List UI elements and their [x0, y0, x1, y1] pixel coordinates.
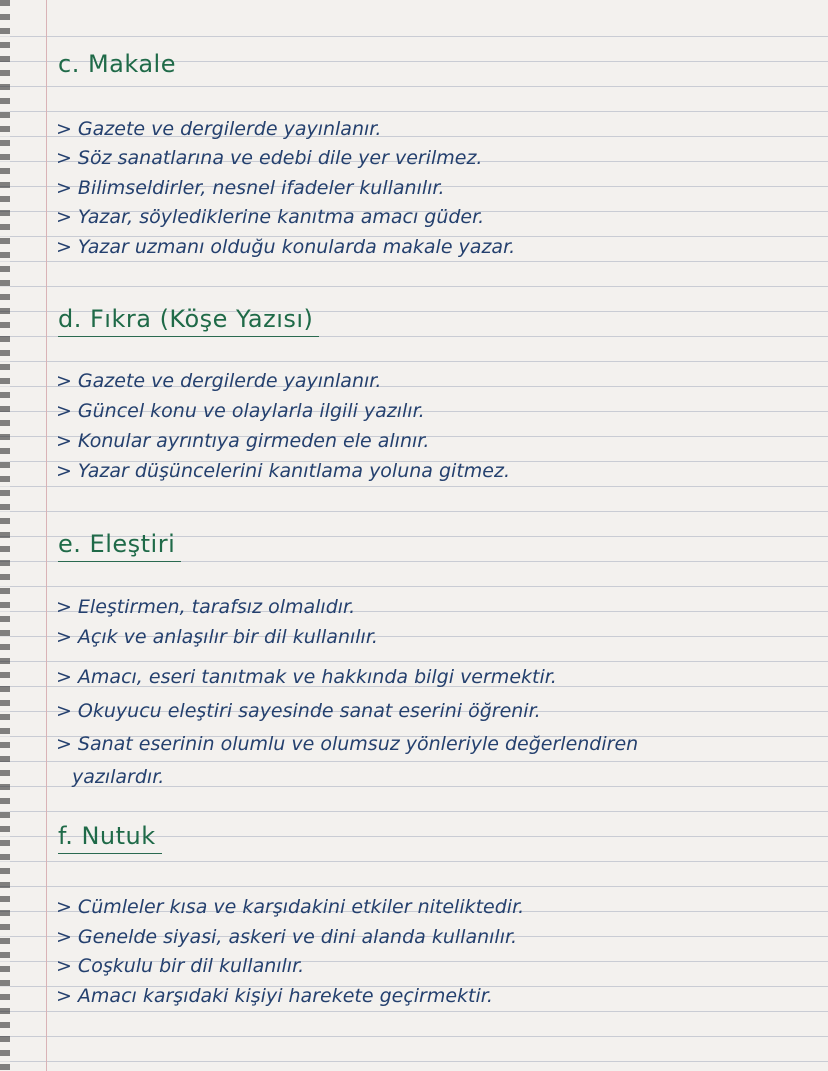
bullet-marker: >: [56, 400, 72, 422]
list-item: > Amacı karşıdaki kişiyi harekete geçirmektir.: [56, 985, 493, 1007]
bullet-marker: >: [56, 596, 72, 618]
list-item: > Bilimseldirler, nesnel ifadeler kullanılır.: [56, 177, 445, 199]
list-item: > Sanat eserinin olumlu ve olumsuz yönleriyle değerlendiren: [56, 733, 639, 755]
list-item: > Okuyucu eleştiri sayesinde sanat eserini öğrenir.: [56, 700, 541, 722]
list-item: > Gazete ve dergilerde yayınlanır.: [56, 370, 382, 392]
section-heading-fikra: d. Fıkra (Köşe Yazısı): [58, 305, 314, 333]
list-item: > Yazar düşüncelerini kanıtlama yoluna gitmez.: [56, 460, 510, 482]
bullet-marker: >: [56, 177, 72, 199]
bullet-marker: >: [56, 955, 72, 977]
list-item: > Genelde siyasi, askeri ve dini alanda kullanılır.: [56, 926, 518, 948]
spiral-binding: [0, 0, 10, 1071]
list-item: > Konular ayrıntıya girmeden ele alınır.: [56, 430, 430, 452]
section-heading-nutuk: f. Nutuk: [58, 822, 156, 850]
bullet-marker: >: [56, 985, 72, 1007]
list-item: > Cümleler kısa ve karşıdakini etkiler niteliktedir.: [56, 896, 525, 918]
list-item: > Güncel konu ve olaylarla ilgili yazılır.: [56, 400, 425, 422]
list-item: > Açık ve anlaşılır bir dil kullanılır.: [56, 626, 378, 648]
list-item: > Eleştirmen, tarafsız olmalıdır.: [56, 596, 356, 618]
list-item: > Amacı, eseri tanıtmak ve hakkında bilgi vermektir.: [56, 666, 557, 688]
bullet-marker: >: [56, 206, 72, 228]
list-item-continuation: yazılardır.: [72, 766, 165, 788]
list-item: > Gazete ve dergilerde yayınlanır.: [56, 118, 382, 140]
section-heading-elestiri: e. Eleştiri: [58, 530, 176, 558]
bullet-marker: >: [56, 430, 72, 452]
bullet-marker: >: [56, 896, 72, 918]
bullet-marker: >: [56, 733, 72, 755]
bullet-marker: >: [56, 666, 72, 688]
bullet-marker: >: [56, 926, 72, 948]
bullet-marker: >: [56, 236, 72, 258]
list-item: > Yazar uzmanı olduğu konularda makale yazar.: [56, 236, 516, 258]
bullet-marker: >: [56, 700, 72, 722]
list-item: > Yazar, söylediklerine kanıtma amacı güder.: [56, 206, 485, 228]
list-item: > Söz sanatlarına ve edebi dile yer verilmez.: [56, 147, 483, 169]
bullet-marker: >: [56, 626, 72, 648]
section-heading-makale: c. Makale: [58, 50, 176, 78]
list-item: > Coşkulu bir dil kullanılır.: [56, 955, 305, 977]
bullet-marker: >: [56, 118, 72, 140]
margin-line: [46, 0, 47, 1071]
bullet-marker: >: [56, 370, 72, 392]
bullet-marker: >: [56, 460, 72, 482]
bullet-marker: >: [56, 147, 72, 169]
